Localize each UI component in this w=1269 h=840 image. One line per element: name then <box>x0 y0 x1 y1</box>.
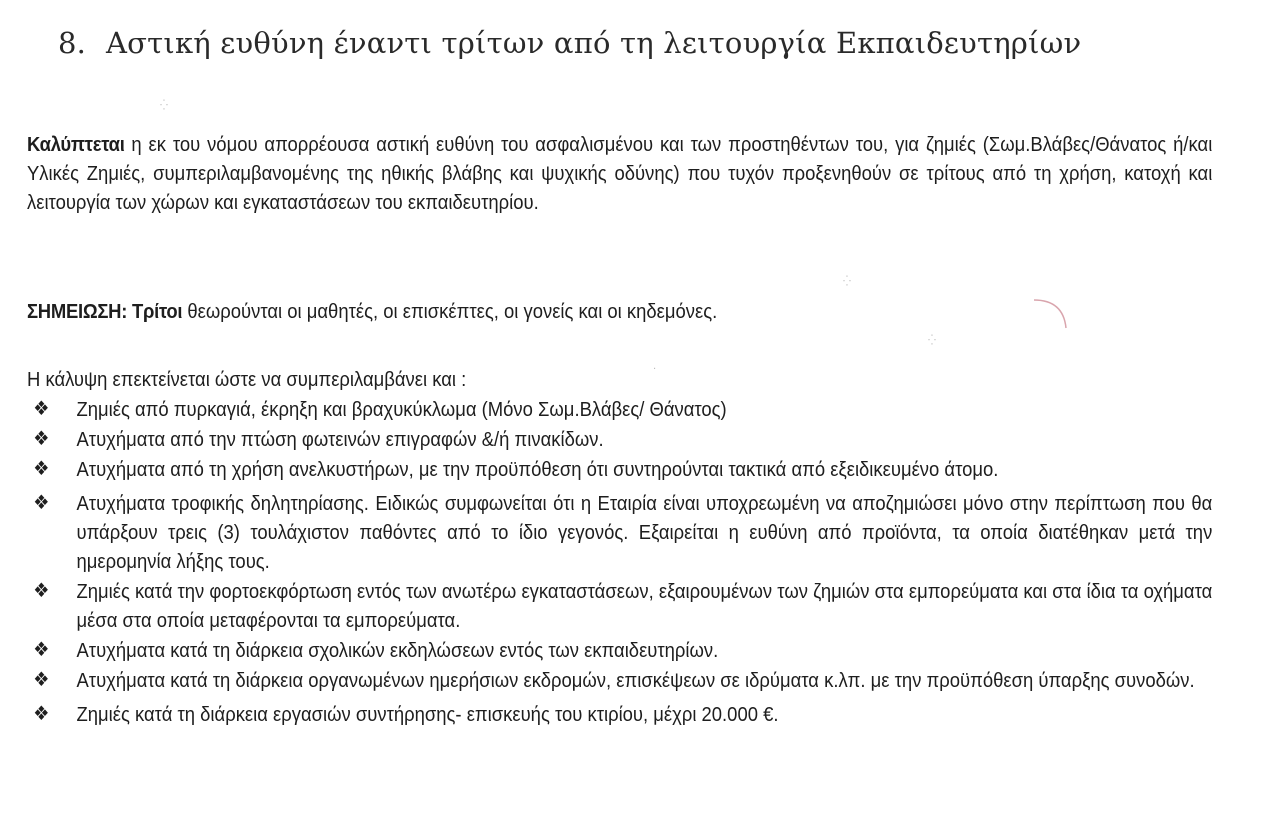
coverage-paragraph <box>27 130 1212 217</box>
list-item-text: Ατυχήματα από την πτώση φωτεινών επιγραφών &/ή πινακίδων. <box>76 428 604 451</box>
diamond-bullet-icon: ❖ <box>33 703 50 725</box>
list-item <box>27 577 1212 635</box>
list-item <box>27 455 1212 484</box>
extension-intro: Η κάλυψη επεκτείνεται ώστε να συμπεριλαμβάνει και : <box>27 368 467 391</box>
list-item-text: Ατυχήματα τροφικής δηλητηρίασης. Ειδικώς συμφωνείται ότι η Εταιρία είναι υποχρεωμένη να αποζημιώσει μόνο στην περίπτωση που θα υπάρξουν τρεις (3) τουλάχιστον παθόντες από το ίδιο γεγονός. Εξαιρείται η ευθύνη από προϊόντα, τα οποία διατέθηκαν μετά την ημερομηνία λήξης τους. <box>76 492 1213 573</box>
list-item <box>27 425 1212 454</box>
note-lead: ΣΗΜΕΙΩΣΗ: Τρίτοι <box>27 300 183 323</box>
coverage-lead: Καλύπτεται <box>27 133 125 156</box>
diamond-bullet-icon: ❖ <box>33 398 50 420</box>
scan-speck: · <box>653 364 657 375</box>
diamond-bullet-icon: ❖ <box>33 669 50 691</box>
section-number: 8. <box>58 26 87 60</box>
scan-speck: ⁛ <box>843 276 851 287</box>
diamond-bullet-icon: ❖ <box>33 580 50 602</box>
scan-speck: ⁛ <box>160 100 168 111</box>
pen-mark-curve <box>1030 294 1074 334</box>
list-item-text: Ατυχήματα κατά τη διάρκεια οργανωμένων ημερήσιων εκδρομών, επισκέψεων σε ιδρύματα κ.λπ. με την προϋπόθεση ύπαρξης συνοδών. <box>76 669 1195 692</box>
scan-speck: ⁛ <box>928 335 936 346</box>
list-item <box>27 636 1212 665</box>
list-item-text: Ζημιές κατά τη διάρκεια εργασιών συντήρησης- επισκευής του κτιρίου, μέχρι 20.000 €. <box>76 703 779 726</box>
extension-list <box>27 395 1212 730</box>
list-item-text: Ζημιές κατά την φορτοεκφόρτωση εντός των ανωτέρω εγκαταστάσεων, εξαιρουμένων των ζημιών στα εμπορεύματα και στα ίδια τα οχήματα μέσα στα οποία μεταφέρονται τα εμπορεύματα. <box>76 580 1213 632</box>
diamond-bullet-icon: ❖ <box>33 492 50 514</box>
list-item-text: Ζημιές από πυρκαγιά, έκρηξη και βραχυκύκλωμα (Μόνο Σωμ.Βλάβες/ Θάνατος) <box>76 398 727 421</box>
list-item <box>27 395 1212 424</box>
section-heading <box>58 26 1081 60</box>
coverage-text: η εκ του νόμου απορρέουσα αστική ευθύνη του ασφαλισμένου και των προστηθέντων του, για ζημιές (Σωμ.Βλάβες/Θάνατος ή/και Υλικές Ζημιές, συμπεριλαμβανομένης της ηθικής βλάβης και ψυχικής οδύνης) που τυχόν προξενηθούν σε τρίτους από τη χρήση, κατοχή και λειτουργία των χώρων και εγκαταστάσεων του εκπαιδευτηρίου. <box>27 133 1213 214</box>
diamond-bullet-icon: ❖ <box>33 458 50 480</box>
list-item <box>27 700 1212 729</box>
list-item-text: Ατυχήματα κατά τη διάρκεια σχολικών εκδηλώσεων εντός των εκπαιδευτηρίων. <box>76 639 719 662</box>
diamond-bullet-icon: ❖ <box>33 639 50 661</box>
diamond-bullet-icon: ❖ <box>33 428 50 450</box>
note-text: θεωρούνται οι μαθητές, οι επισκέπτες, οι γονείς και οι κηδεμόνες. <box>182 300 718 323</box>
list-item-text: Ατυχήματα από τη χρήση ανελκυστήρων, με την προϋπόθεση ότι συντηρούνται τακτικά από εξειδικευμένο άτομο. <box>76 458 999 481</box>
list-item <box>27 666 1212 695</box>
list-item <box>27 489 1212 576</box>
section-title: Αστική ευθύνη έναντι τρίτων από τη λειτουργία Εκπαιδευτηρίων <box>106 26 1082 60</box>
